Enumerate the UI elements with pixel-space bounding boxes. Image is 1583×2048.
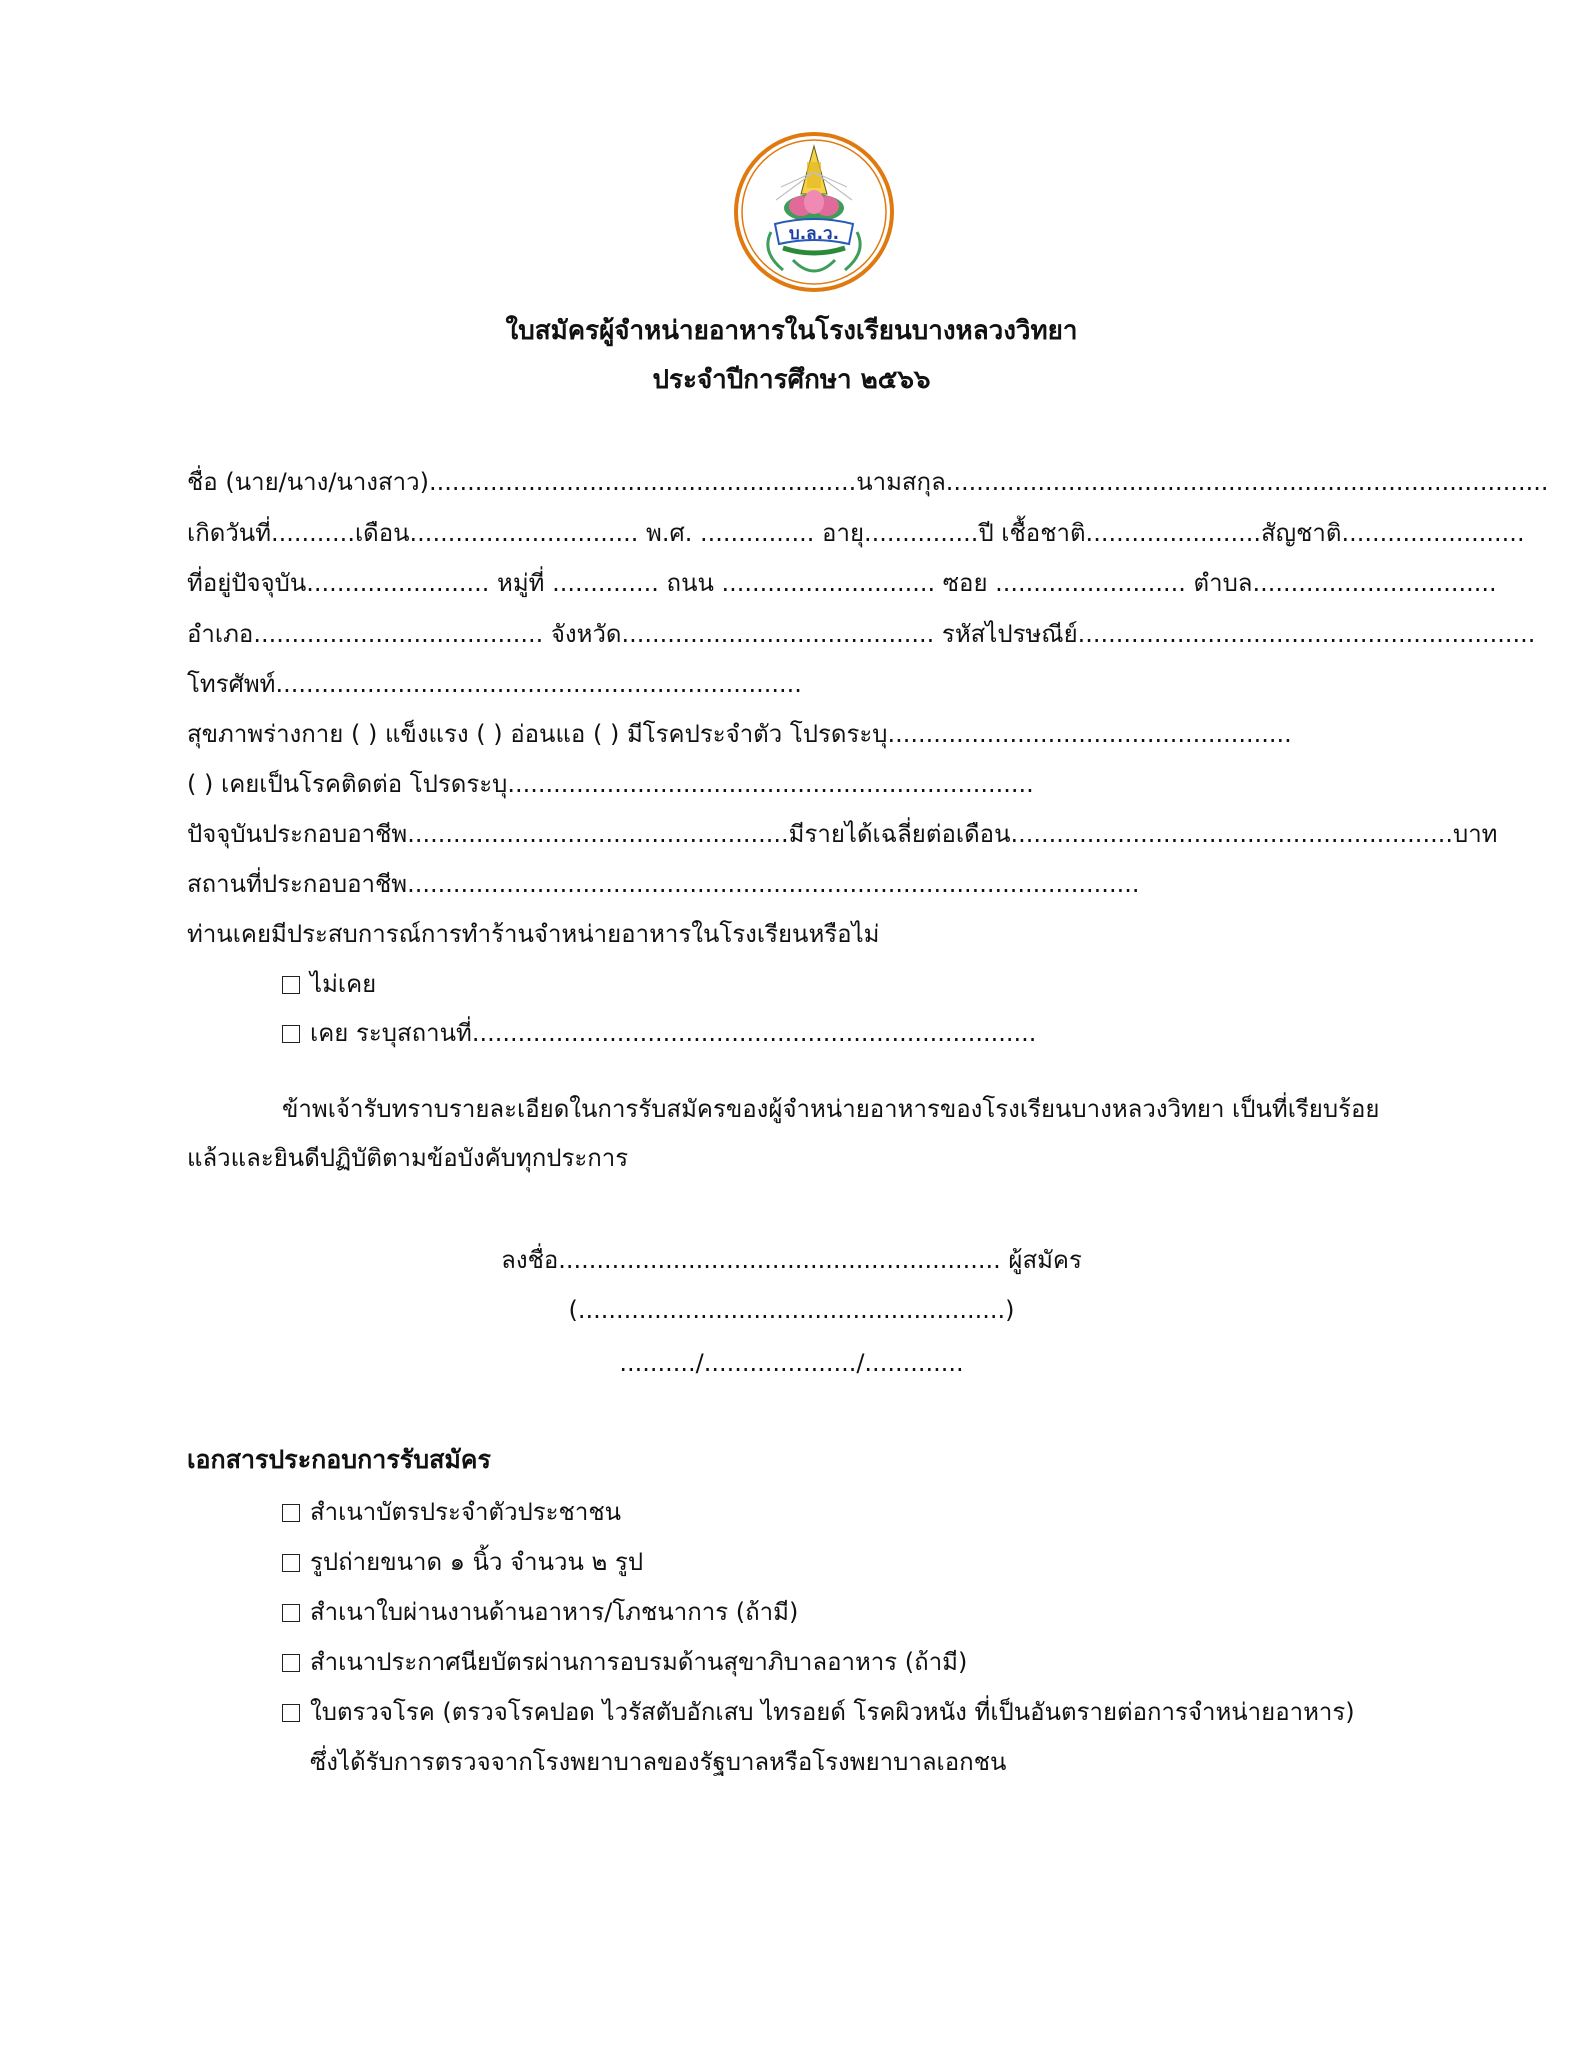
- option-never[interactable]: ไม่เคย: [282, 967, 376, 1001]
- checkbox[interactable]: [282, 1654, 300, 1672]
- document-item[interactable]: สำเนาใบผ่านงานด้านอาหาร/โภชนาการ (ถ้ามี): [282, 1595, 798, 1629]
- checkbox[interactable]: [282, 1504, 300, 1522]
- checkbox[interactable]: [282, 1025, 300, 1043]
- checkbox[interactable]: [282, 976, 300, 994]
- date-line[interactable]: ........../..................../.............: [619, 1349, 964, 1377]
- occupation-line[interactable]: ปัจจุบันประกอบอาชีพ..................................................มีรายได้เฉลี่ยต่อเดือน..........................................................บาท: [187, 820, 1498, 848]
- health-line[interactable]: สุขภาพร่างกาย ( ) แข็งแรง ( ) อ่อนแอ ( ) มีโรคประจำตัว โปรดระบุ.....................................................: [187, 720, 1292, 748]
- declaration-line-2: แล้วและยินดีปฏิบัติตามข้อบังคับทุกประการ: [187, 1144, 629, 1172]
- document-item[interactable]: สำเนาบัตรประจำตัวประชาชน: [282, 1495, 621, 1529]
- document-item[interactable]: สำเนาประกาศนียบัตรผ่านการอบรมด้านสุขาภิบาลอาหาร (ถ้ามี): [282, 1645, 967, 1679]
- academic-year: ประจำปีการศึกษา ๒๕๖๖: [652, 365, 931, 395]
- school-logo: [731, 132, 897, 292]
- signature-line[interactable]: ลงชื่อ.......................................................... ผู้สมัคร: [501, 1246, 1082, 1274]
- option-yes[interactable]: เคย ระบุสถานที่..........................................................................: [282, 1016, 1036, 1050]
- declaration-line-1: ข้าพเจ้ารับทราบรายละเอียดในการรับสมัครของผู้จำหน่ายอาหารของโรงเรียนบางหลวงวิทยา เป็นที่เรียบร้อย: [282, 1095, 1380, 1123]
- name-field-line[interactable]: ชื่อ (นาย/นาง/นางสาว)........................................................นามสกุล...............................................................................: [187, 468, 1549, 496]
- contagious-disease-line[interactable]: ( ) เคยเป็นโรคติดต่อ โปรดระบุ.....................................................................: [187, 770, 1034, 798]
- checkbox[interactable]: [282, 1604, 300, 1622]
- document-item-continuation: ซึ่งได้รับการตรวจจากโรงพยาบาลของรัฐบาลหรือโรงพยาบาลเอกชน: [310, 1748, 1007, 1776]
- printed-name-line[interactable]: (........................................................): [568, 1296, 1015, 1324]
- address-line[interactable]: ที่อยู่ปัจจุบัน........................ หมู่ที่ .............. ถนน ............................ ซอย ......................... ตำบล................................: [187, 569, 1497, 597]
- checkbox[interactable]: [282, 1704, 300, 1722]
- documents-heading: เอกสารประกอบการรับสมัคร: [187, 1445, 491, 1474]
- district-line[interactable]: อำเภอ...................................... จังหวัด......................................... รหัสไปรษณีย์............................................................: [187, 620, 1536, 648]
- document-item[interactable]: ใบตรวจโรค (ตรวจโรคปอด ไวรัสตับอักเสบ ไทรอยด์ โรคผิวหนัง ที่เป็นอันตรายต่อการจำหน่ายอาหาร): [282, 1695, 1355, 1729]
- phone-line[interactable]: โทรศัพท์.....................................................................: [187, 670, 802, 698]
- birth-info-line[interactable]: เกิดวันที่...........เดือน.............................. พ.ศ. ............... อายุ...............ปี เชื้อชาติ.......................สัญชาติ........................: [187, 519, 1525, 547]
- workplace-line[interactable]: สถานที่ประกอบอาชีพ................................................................................................: [187, 870, 1140, 898]
- experience-question: ท่านเคยมีประสบการณ์การทำร้านจำหน่ายอาหารในโรงเรียนหรือไม่: [187, 920, 880, 948]
- logo-text: บ.ล.ว.: [788, 224, 840, 244]
- form-title: ใบสมัครผู้จำหน่ายอาหารในโรงเรียนบางหลวงวิทยา: [505, 316, 1078, 346]
- checkbox[interactable]: [282, 1554, 300, 1572]
- document-item[interactable]: รูปถ่ายขนาด ๑ นิ้ว จำนวน ๒ รูป: [282, 1545, 643, 1579]
